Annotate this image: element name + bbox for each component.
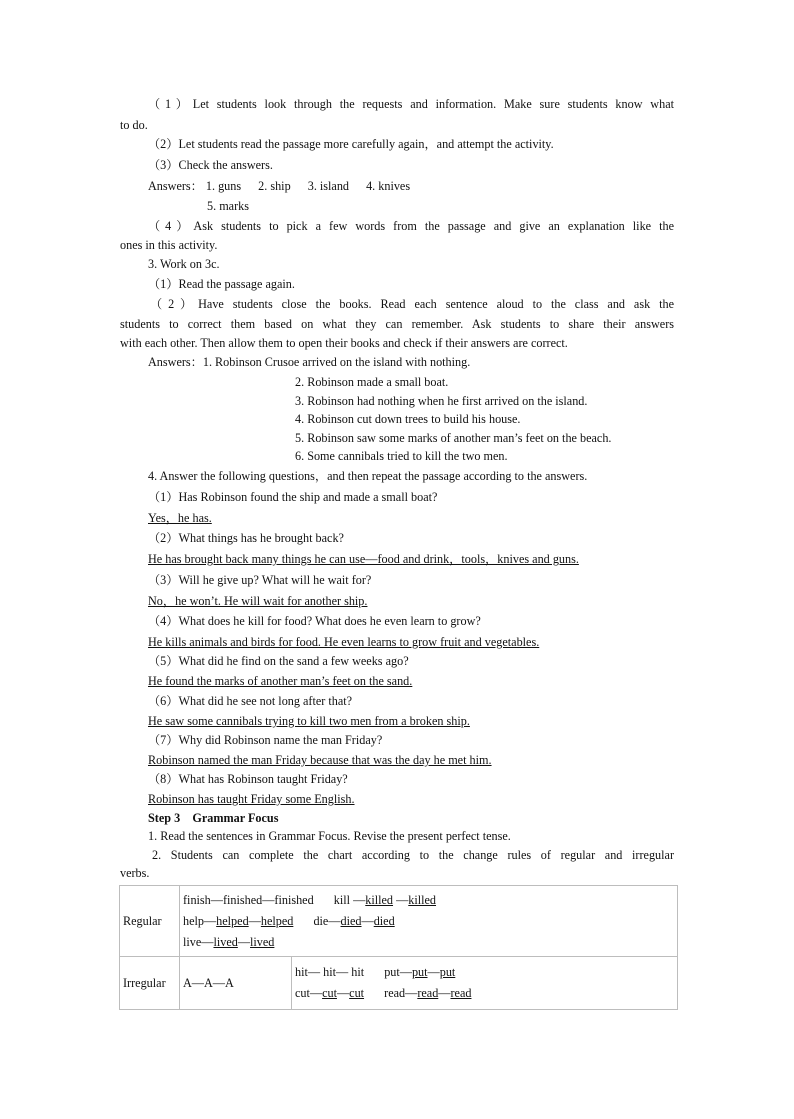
question: （5）What did he find on the sand a few weeks ago? [148,654,409,668]
instruction-4-line-1: （4）Ask students to pick a few words from the passage and give an explanation like the [148,219,674,233]
step-3-paragraph-2-line-1: 2. Students can complete the chart according to the change rules of regular and irregular [152,848,674,862]
answer: Robinson has taught Friday some English. [148,792,355,806]
answers-3c-row-1 [148,355,470,370]
verb-line: hit— hit— hit put—put—put [295,965,456,979]
section-title-4: 4. Answer the following questions，and then repeat the passage according to the answers. [148,469,588,483]
instruction-3c-2-line-2: students to correct them based on what they can remember. Ask students to share their answers [120,317,674,331]
answer: He has brought back many things he can use—food and drink，tools，knives and guns. [148,552,579,566]
verb-line: live—lived—lived [183,934,275,949]
question: （2）What things has he brought back? [148,531,344,545]
instruction-1-line-1: （1）Let students look through the requests and information. Make sure students know what [148,97,674,111]
irregular-forms-cell [292,957,678,1010]
irregular-row [120,957,678,1010]
instruction-3c-1: （1）Read the passage again. [148,277,295,291]
verb-line: cut—cut—cut read—read—read [295,986,472,1000]
answer-item: 5. marks [207,199,249,213]
instruction-3c-2-line-3: with each other. Then allow them to open their books and check if their answers are correct. [120,336,568,350]
section-title-3c: 3. Work on 3c. [148,257,220,271]
verb-line: finish—finished—finished kill —killed —killed [183,892,437,907]
answer: He kills animals and birds for food. He even learns to grow fruit and vegetables. [148,635,540,649]
answers-label: Answers： [148,355,203,369]
answer-item: 1. Robinson Crusoe arrived on the island with nothing. [202,355,471,369]
instruction-2: （2）Let students read the passage more carefully again，and attempt the activity. [148,137,554,151]
verb-chart [119,885,678,1010]
answer-item: 5. Robinson saw some marks of another man’s feet on the beach. [295,431,612,445]
answer-item: 3. Robinson had nothing when he first arrived on the island. [295,394,588,408]
answer: Yes，he has. [148,511,212,525]
instruction-4-line-2: ones in this activity. [120,238,218,252]
pattern-label: A—A—A [180,957,292,1010]
regular-forms-cell [180,886,678,957]
answer: He saw some cannibals trying to kill two men from a broken ship. [148,714,470,728]
irregular-label: Irregular [120,957,180,1010]
regular-label: Regular [120,886,180,957]
instruction-1-line-2: to do. [120,118,148,132]
answer-item: 1. guns [205,179,242,193]
question: （1）Has Robinson found the ship and made a small boat? [148,490,438,504]
answers-3b-row-1 [148,179,410,194]
question: （3）Will he give up? What will he wait for? [148,573,372,587]
step-3-heading: Step 3 Grammar Focus [148,811,279,825]
instruction-3c-2-line-1: （2）Have students close the books. Read each sentence aloud to the class and ask the [150,297,674,311]
answer-item: 3. island [307,179,350,193]
regular-row [120,886,678,957]
answer-item: 4. Robinson cut down trees to build his house. [295,412,521,426]
answer: No，he won’t. He will wait for another ship. [148,594,368,608]
instruction-3: （3）Check the answers. [148,158,273,172]
verb-line: help—helped—helped die—died—died [183,913,395,928]
answer-item: 2. ship [258,179,291,193]
answer-item: 6. Some cannibals tried to kill the two men. [295,449,508,463]
question: （4）What does he kill for food? What does he even learn to grow? [148,614,481,628]
answer: He found the marks of another man’s feet on the sand. [148,674,413,688]
answers-label: Answers： [148,179,203,193]
question: （8）What has Robinson taught Friday? [148,772,348,786]
step-3-paragraph-2-line-2: verbs. [120,866,150,880]
answer-item: 2. Robinson made a small boat. [295,375,449,389]
answer-item: 4. knives [366,179,411,193]
question: （6）What did he see not long after that? [148,694,353,708]
question: （7）Why did Robinson name the man Friday? [148,733,383,747]
answer: Robinson named the man Friday because that was the day he met him. [148,753,492,767]
step-3-paragraph-1: 1. Read the sentences in Grammar Focus. Revise the present perfect tense. [148,829,511,843]
